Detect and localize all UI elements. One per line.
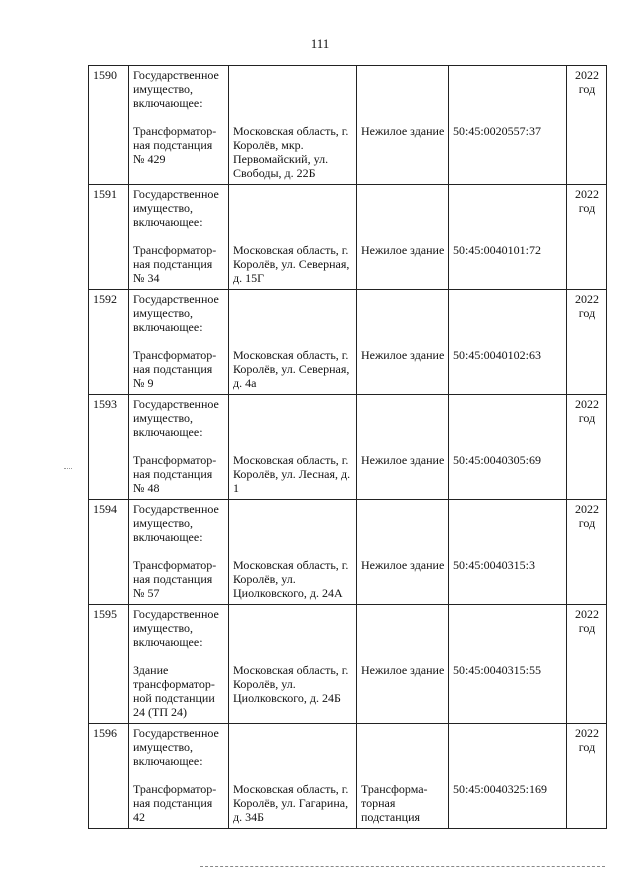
table-row xyxy=(89,500,607,605)
cadastral-cell xyxy=(449,605,567,724)
object-header: Государственное имущество, включающее: xyxy=(133,68,219,110)
object-name: Трансформатор-ная подстанция 42 xyxy=(133,782,217,824)
cadastral-number: 50:45:0040315:55 xyxy=(453,663,542,677)
object-header: Государственное имущество, включающее: xyxy=(133,726,219,768)
object-header: Государственное имущество, включающее: xyxy=(133,502,219,544)
row-number: 1591 xyxy=(89,185,129,290)
object-name: Трансформатор-ная подстанция № 9 xyxy=(133,348,217,390)
address-cell xyxy=(229,395,357,500)
address-cell xyxy=(229,290,357,395)
object-type: Трансформа-торная подстанция xyxy=(361,782,428,824)
cadastral-cell xyxy=(449,500,567,605)
object-type: Нежилое здание xyxy=(361,348,445,362)
object-name-cell xyxy=(129,500,229,605)
type-cell xyxy=(357,185,449,290)
object-name-cell xyxy=(129,290,229,395)
object-address: Московская область, г. Королёв, мкр. Первомайский, ул. Свободы, д. 22Б xyxy=(233,124,349,180)
object-address: Московская область, г. Королёв, ул. Лесная, д. 1 xyxy=(233,453,351,495)
object-name: Трансформатор-ная подстанция № 429 xyxy=(133,124,217,166)
address-cell xyxy=(229,605,357,724)
object-address: Московская область, г. Королёв, ул. Циолковского, д. 24А xyxy=(233,558,349,600)
object-address: Московская область, г. Королёв, ул. Циолковского, д. 24Б xyxy=(233,663,349,705)
type-cell xyxy=(357,290,449,395)
page-number: 111 xyxy=(310,36,330,51)
object-name: Трансформатор-ная подстанция № 57 xyxy=(133,558,217,600)
object-address: Московская область, г. Королёв, ул. Гагарина, д. 34Б xyxy=(233,782,349,824)
cadastral-number: 50:45:0040315:3 xyxy=(453,558,536,572)
row-number: 1596 xyxy=(89,724,129,829)
year-cell: 2022 год xyxy=(567,605,607,724)
table-row xyxy=(89,724,607,829)
margin-mark xyxy=(64,468,72,469)
object-name: Здание трансформатор-ной подстанции 24 (ТП 24) xyxy=(133,663,215,719)
type-cell xyxy=(357,500,449,605)
year-cell: 2022 год xyxy=(567,500,607,605)
object-type: Нежилое здание xyxy=(361,558,445,572)
table-row xyxy=(89,66,607,185)
table-row xyxy=(89,290,607,395)
year-cell: 2022 год xyxy=(567,395,607,500)
table-row xyxy=(89,605,607,724)
object-address: Московская область, г. Королёв, ул. Северная, д. 4а xyxy=(233,348,350,390)
address-cell xyxy=(229,500,357,605)
cadastral-cell xyxy=(449,66,567,185)
address-cell xyxy=(229,724,357,829)
table-row xyxy=(89,185,607,290)
object-name-cell xyxy=(129,395,229,500)
object-type: Нежилое здание xyxy=(361,663,445,677)
year-cell: 2022 год xyxy=(567,185,607,290)
cadastral-cell xyxy=(449,185,567,290)
property-registry-table xyxy=(88,65,607,829)
object-name: Трансформатор-ная подстанция № 48 xyxy=(133,453,217,495)
row-number: 1594 xyxy=(89,500,129,605)
object-header: Государственное имущество, включающее: xyxy=(133,292,219,334)
object-name-cell xyxy=(129,605,229,724)
cadastral-cell xyxy=(449,395,567,500)
object-name-cell xyxy=(129,66,229,185)
object-type: Нежилое здание xyxy=(361,453,445,467)
row-number: 1590 xyxy=(89,66,129,185)
bottom-rule xyxy=(200,866,605,867)
type-cell xyxy=(357,724,449,829)
type-cell xyxy=(357,605,449,724)
year-cell: 2022 год xyxy=(567,66,607,185)
type-cell xyxy=(357,66,449,185)
object-header: Государственное имущество, включающее: xyxy=(133,187,219,229)
object-type: Нежилое здание xyxy=(361,243,445,257)
object-name-cell xyxy=(129,185,229,290)
type-cell xyxy=(357,395,449,500)
object-name-cell xyxy=(129,724,229,829)
object-type: Нежилое здание xyxy=(361,124,445,138)
cadastral-number: 50:45:0040102:63 xyxy=(453,348,542,362)
object-header: Государственное имущество, включающее: xyxy=(133,397,219,439)
address-cell xyxy=(229,185,357,290)
cadastral-cell xyxy=(449,290,567,395)
row-number: 1595 xyxy=(89,605,129,724)
cadastral-number: 50:45:0040325:169 xyxy=(453,782,548,796)
cadastral-number: 50:45:0040101:72 xyxy=(453,243,542,257)
row-number: 1593 xyxy=(89,395,129,500)
object-address: Московская область, г. Королёв, ул. Северная, д. 15Г xyxy=(233,243,350,285)
object-header: Государственное имущество, включающее: xyxy=(133,607,219,649)
year-cell: 2022 год xyxy=(567,290,607,395)
cadastral-number: 50:45:0020557:37 xyxy=(453,124,542,138)
row-number: 1592 xyxy=(89,290,129,395)
table-row xyxy=(89,395,607,500)
cadastral-cell xyxy=(449,724,567,829)
cadastral-number: 50:45:0040305:69 xyxy=(453,453,542,467)
object-name: Трансформатор-ная подстанция № 34 xyxy=(133,243,217,285)
address-cell xyxy=(229,66,357,185)
year-cell: 2022 год xyxy=(567,724,607,829)
